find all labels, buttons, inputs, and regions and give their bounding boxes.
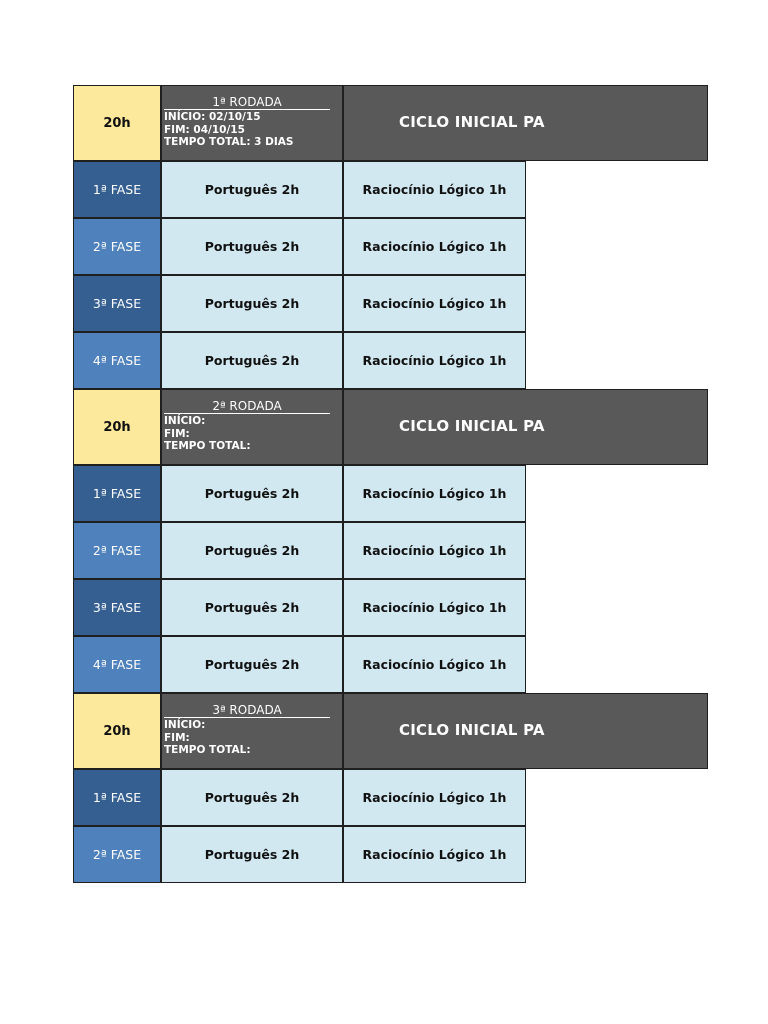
subject-raciocinio: Raciocínio Lógico 1h [343,332,526,389]
round-end: FIM: [164,731,190,744]
round-title: 1ª RODADA [164,96,330,110]
phase-label: 3ª FASE [73,275,161,332]
subject-raciocinio: Raciocínio Lógico 1h [343,769,526,826]
phase-row [73,332,708,389]
cycle-title: CICLO INICIAL PA [399,417,545,435]
subject-raciocinio: Raciocínio Lógico 1h [343,218,526,275]
cycle-header [343,389,708,465]
subject-portugues: Português 2h [161,332,343,389]
schedule-sheet [73,85,708,883]
phase-label: 1ª FASE [73,465,161,522]
time-cell: 20h [73,85,161,161]
subject-portugues: Português 2h [161,522,343,579]
round-start: INÍCIO: [164,719,206,731]
round-start: INÍCIO: 02/10/15 [164,111,261,123]
round-end: FIM: 04/10/15 [164,123,245,136]
phase-label: 4ª FASE [73,636,161,693]
round-block-3 [73,693,708,883]
time-cell: 20h [73,693,161,769]
subject-raciocinio: Raciocínio Lógico 1h [343,826,526,883]
subject-portugues: Português 2h [161,826,343,883]
phase-row [73,579,708,636]
subject-portugues: Português 2h [161,465,343,522]
cycle-title: CICLO INICIAL PA [399,113,545,131]
subject-portugues: Português 2h [161,218,343,275]
phase-label: 2ª FASE [73,826,161,883]
cycle-header [343,85,708,161]
time-cell: 20h [73,389,161,465]
round-total-time: TEMPO TOTAL: 3 DIAS [164,136,294,148]
phase-row [73,275,708,332]
round-block-1 [73,85,708,389]
round-start: INÍCIO: [164,415,206,427]
subject-raciocinio: Raciocínio Lógico 1h [343,522,526,579]
round-block-2 [73,389,708,693]
round-title: 3ª RODADA [164,704,330,718]
cycle-header [343,693,708,769]
phase-row [73,522,708,579]
round-header [73,389,708,465]
round-title: 2ª RODADA [164,400,330,414]
round-header [73,693,708,769]
subject-portugues: Português 2h [161,275,343,332]
round-info [161,389,343,465]
subject-raciocinio: Raciocínio Lógico 1h [343,161,526,218]
phase-row [73,161,708,218]
phase-label: 2ª FASE [73,218,161,275]
subject-raciocinio: Raciocínio Lógico 1h [343,579,526,636]
subject-raciocinio: Raciocínio Lógico 1h [343,636,526,693]
round-total-time: TEMPO TOTAL: [164,440,251,452]
round-header [73,85,708,161]
subject-portugues: Português 2h [161,636,343,693]
phase-row [73,465,708,522]
subject-portugues: Português 2h [161,769,343,826]
subject-portugues: Português 2h [161,579,343,636]
subject-portugues: Português 2h [161,161,343,218]
phase-label: 3ª FASE [73,579,161,636]
round-info [161,85,343,161]
phase-label: 4ª FASE [73,332,161,389]
round-info [161,693,343,769]
phase-row [73,636,708,693]
cycle-title: CICLO INICIAL PA [399,721,545,739]
subject-raciocinio: Raciocínio Lógico 1h [343,275,526,332]
phase-label: 2ª FASE [73,522,161,579]
phase-row [73,769,708,826]
round-total-time: TEMPO TOTAL: [164,744,251,756]
phase-label: 1ª FASE [73,161,161,218]
phase-label: 1ª FASE [73,769,161,826]
phase-row [73,218,708,275]
subject-raciocinio: Raciocínio Lógico 1h [343,465,526,522]
round-end: FIM: [164,427,190,440]
phase-row [73,826,708,883]
